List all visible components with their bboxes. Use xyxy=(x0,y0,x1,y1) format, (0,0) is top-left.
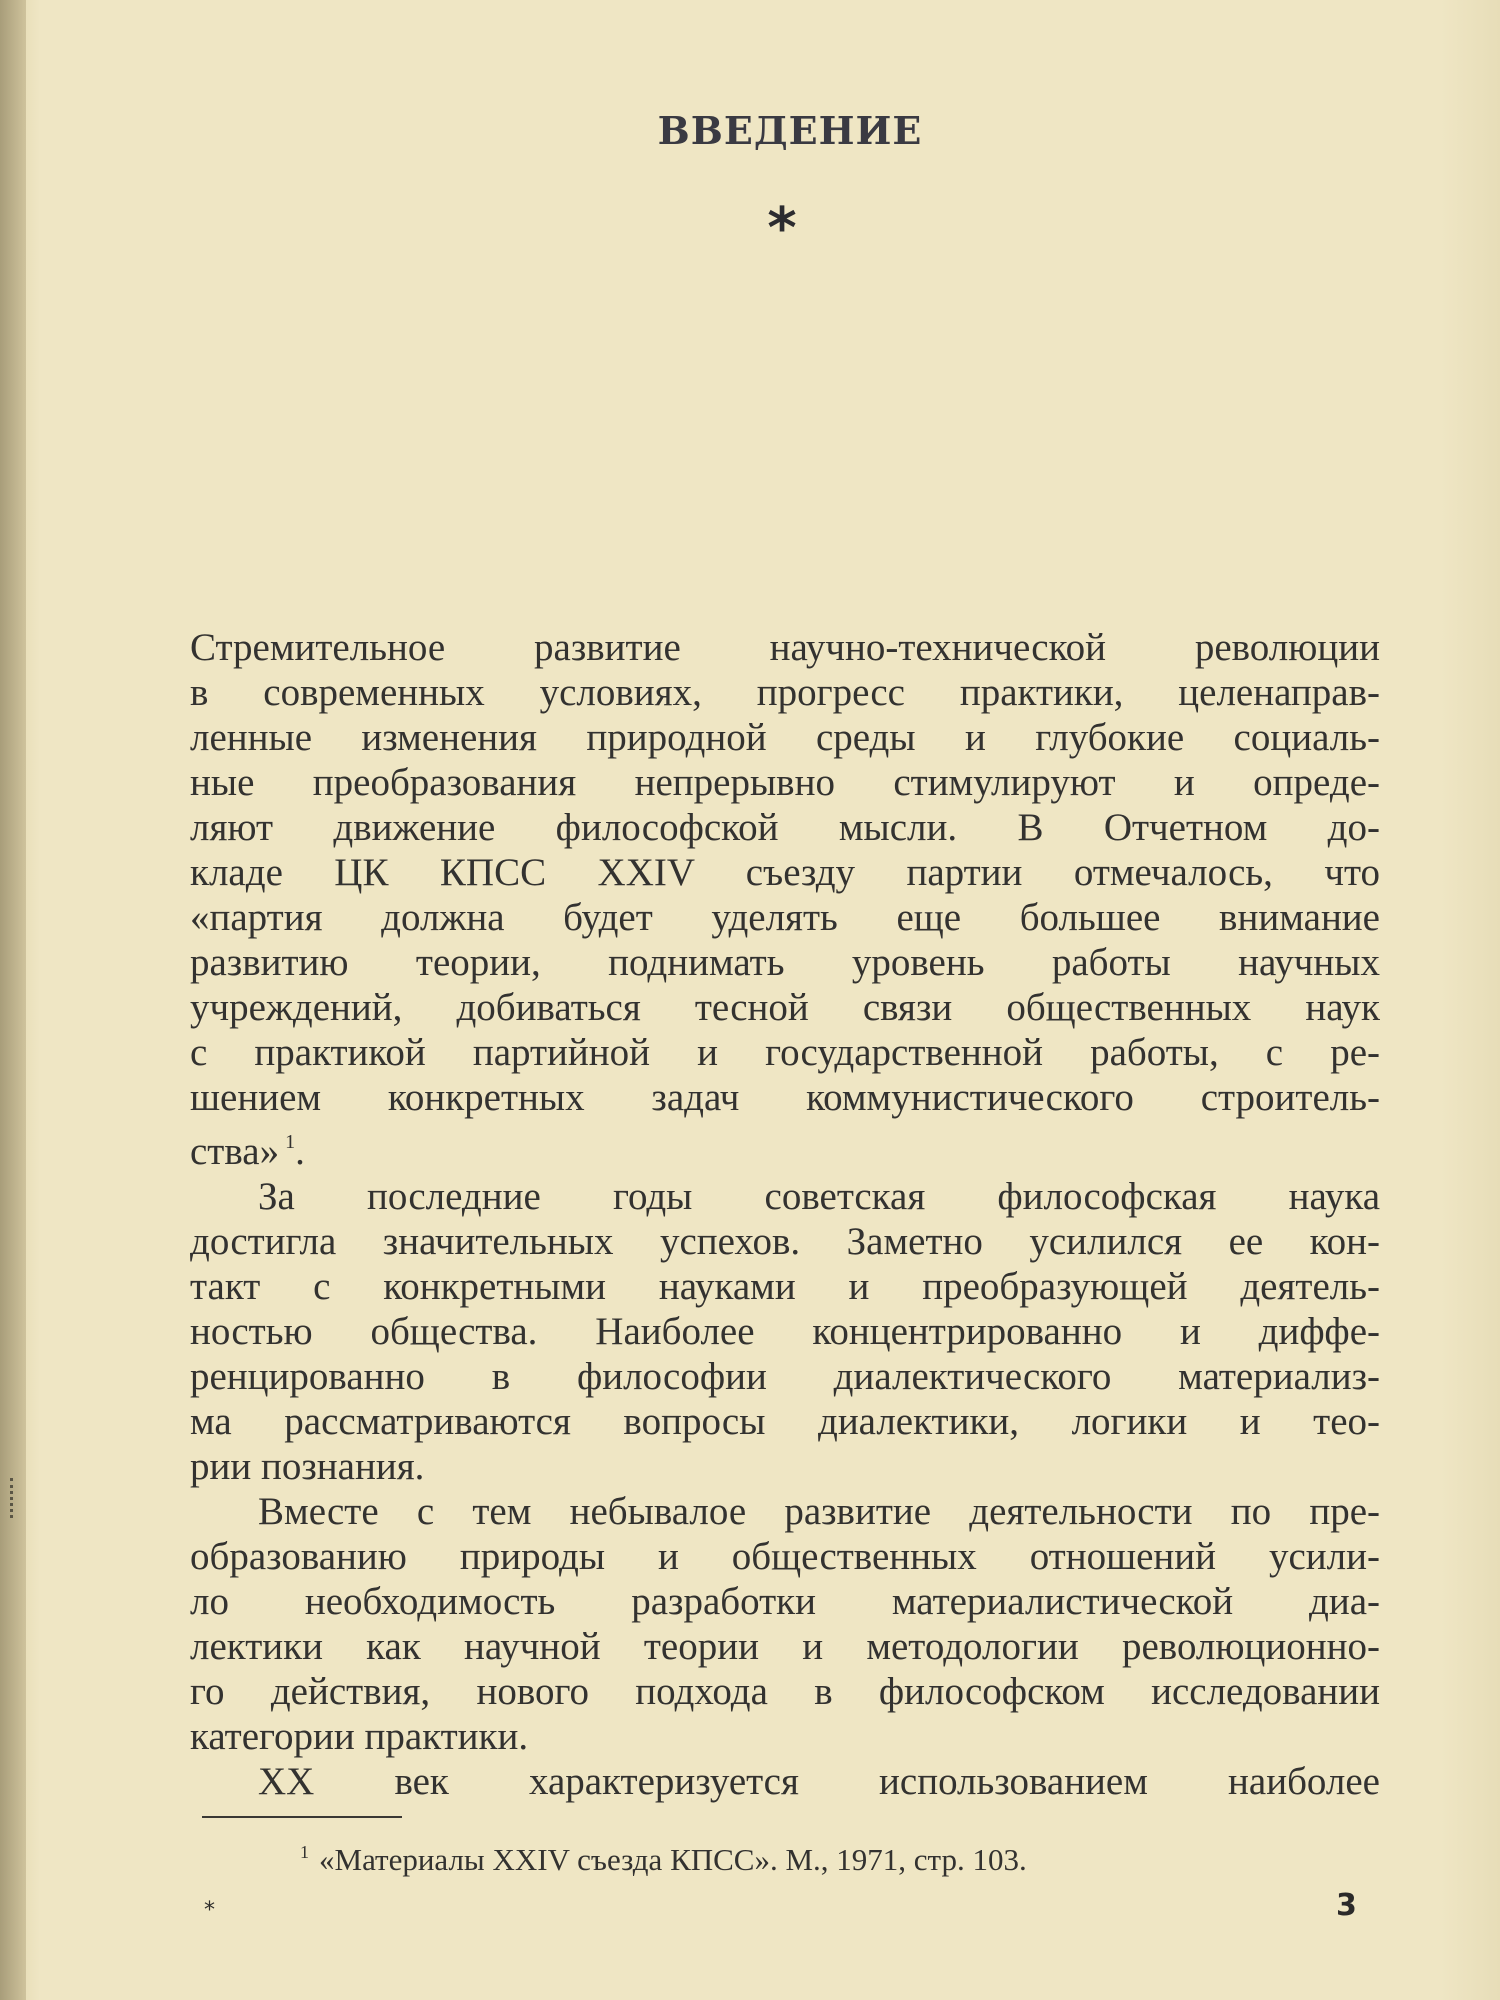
text-line: ностью общества. Наиболее концентрированно и диффе- xyxy=(190,1310,1380,1353)
text-line: в современных условиях, прогресс практики, целенаправ- xyxy=(190,671,1380,714)
text-line: «партия должна будет уделять еще большее внимание xyxy=(190,896,1380,939)
text-line: лектики как научной теории и методологии революционно- xyxy=(190,1625,1380,1668)
text-line: развитию теории, поднимать уровень работы научных xyxy=(190,941,1380,984)
text-line: такт с конкретными науками и преобразующей деятель- xyxy=(190,1265,1380,1308)
text-line: достигла значительных успехов. Заметно усилился ее кон- xyxy=(190,1220,1380,1263)
text-line: ленные изменения природной среды и глубокие социаль- xyxy=(190,716,1380,759)
asterisk-ornament-icon: * xyxy=(767,196,797,261)
book-spine xyxy=(0,0,26,2000)
text-line: ло необходимость разработки материалистической диа- xyxy=(190,1580,1380,1623)
text-line: с практикой партийной и государственной работы, с ре- xyxy=(190,1031,1380,1074)
footnote xyxy=(300,1832,1260,1880)
text-line: Стремительное развитие научно-технической революции xyxy=(190,626,1380,669)
text-line: учреждений, добиваться тесной связи общественных наук xyxy=(190,986,1380,1029)
text-line-last: ства» $^1$. xyxy=(190,1130,305,1173)
footnote-number: 1 xyxy=(300,1842,309,1862)
footnote-reference: 1 xyxy=(285,1131,296,1153)
text-line: го действия, нового подхода в философском исследовании xyxy=(190,1670,1380,1713)
signature-mark-icon: * xyxy=(204,1898,215,1923)
text-fragment: ства» xyxy=(190,1130,280,1173)
body-text xyxy=(190,625,1380,1804)
text-line: кладе ЦК КПСС XXIV съезду партии отмечалось, что xyxy=(190,851,1380,894)
binding-stitch xyxy=(10,1478,21,1518)
text-line: ные преобразования непрерывно стимулируют и опреде- xyxy=(190,761,1380,804)
text-line: ренцированно в философии диалектического материализ- xyxy=(190,1355,1380,1398)
footnote-text: «Материалы XXIV съезда КПСС». М., 1971, стр. 103. xyxy=(319,1842,1027,1877)
chapter-title: ВВЕДЕНИЕ xyxy=(657,108,923,153)
text-line-last: категории практики. xyxy=(190,1715,529,1758)
page-number: 3 xyxy=(1336,1888,1357,1923)
footnote-divider xyxy=(202,1816,402,1818)
text-line-indented: Вместе с тем небывалое развитие деятельности по пре- xyxy=(258,1490,1380,1533)
text-line: шением конкретных задач коммунистического строитель- xyxy=(190,1076,1380,1119)
text-line-indented: За последние годы советская философская наука xyxy=(258,1175,1380,1218)
text-line: ляют движение философской мысли. В Отчетном до- xyxy=(190,806,1380,849)
text-line: образованию природы и общественных отношений усили- xyxy=(190,1535,1380,1578)
text-line: ма рассматриваются вопросы диалектики, логики и тео- xyxy=(190,1400,1380,1443)
text-line-indented: XX век характеризуется использованием наиболее xyxy=(258,1760,1380,1803)
text-line-last: рии познания. xyxy=(190,1445,425,1488)
